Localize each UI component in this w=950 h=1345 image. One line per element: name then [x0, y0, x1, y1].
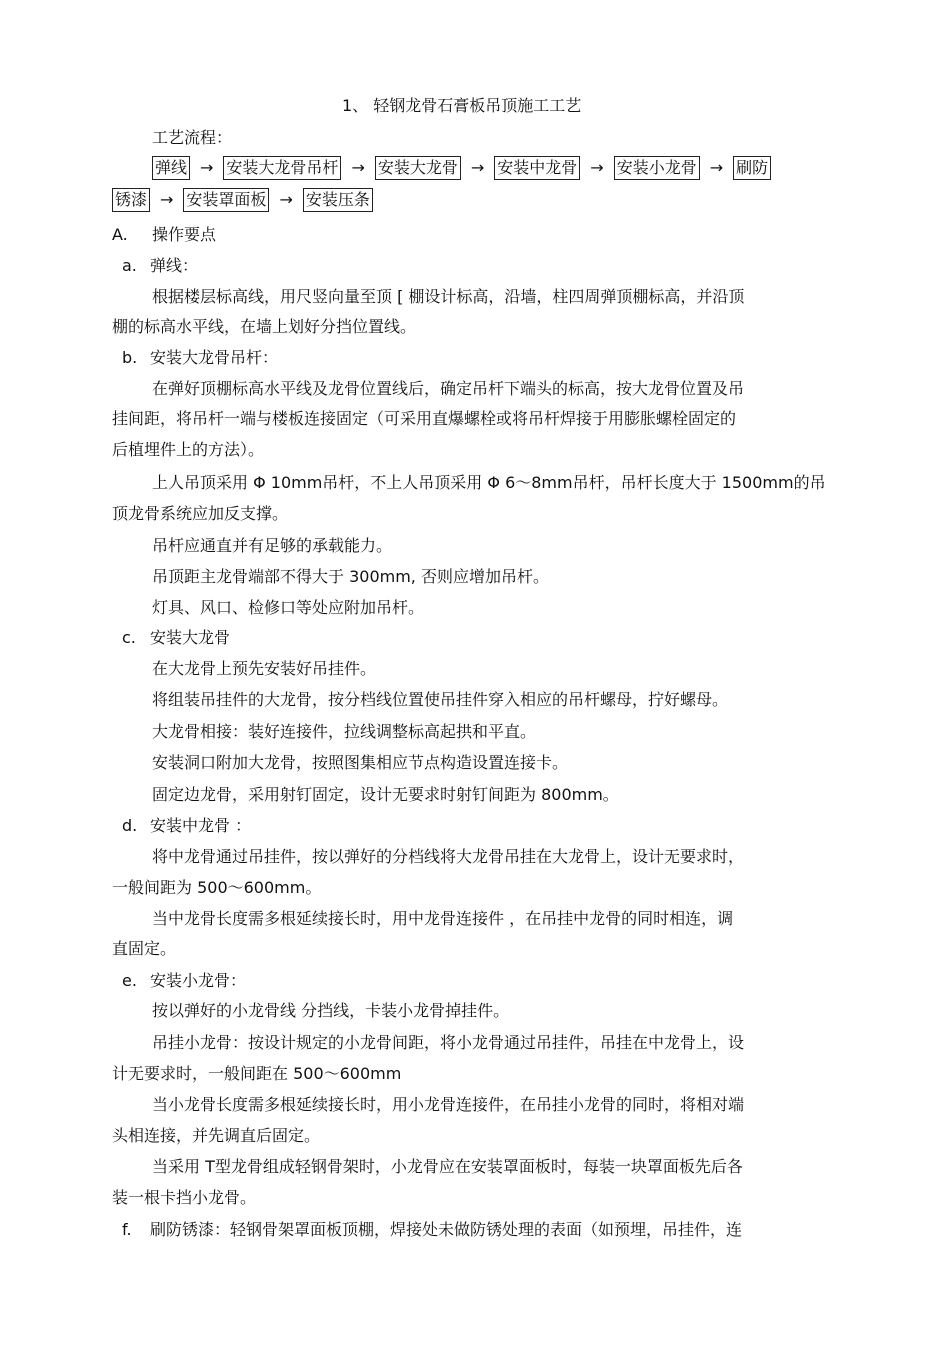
paragraph-line: 计无要求时，一般间距在 500～600mm: [112, 1064, 402, 1083]
item-marker: d.: [122, 816, 138, 835]
paragraph-line: 吊杆应通直并有足够的承载能力。: [152, 536, 393, 555]
paragraph-line: 头相连接，并先调直后固定。: [112, 1126, 321, 1145]
flow-label: 工艺流程：: [152, 128, 233, 147]
item-d-heading: [122, 815, 251, 837]
paragraph-line: 顶龙骨系统应加反支撑。: [112, 504, 289, 523]
paragraph-line: 根据楼层标高线，用尺竖向量至顶 [ 棚设计标高，沿墙，柱四周弹顶棚标高，并沿顶: [152, 287, 745, 306]
item-marker: c.: [122, 628, 136, 647]
flow-step-install-middle-keel: 安装中龙骨: [494, 156, 580, 180]
section-label: 操作要点: [152, 225, 217, 244]
paragraph-line: 棚的标高水平线，在墙上划好分挡位置线。: [112, 317, 417, 336]
item-b-heading: [122, 347, 278, 369]
arrow-icon: →: [470, 158, 485, 177]
paragraph-line: 上人吊顶采用 Φ 10mm吊杆，不上人吊顶采用 Φ 6～8mm吊杆，吊杆长度大于 1500mm的吊: [152, 473, 826, 492]
item-marker: b.: [122, 348, 138, 367]
paragraph-line: 装一根卡挡小龙骨。: [112, 1188, 257, 1207]
item-heading: 安装大龙骨: [150, 628, 231, 647]
flow-step-install-small-keel: 安装小龙骨: [614, 156, 700, 180]
paragraph-line: 吊顶距主龙骨端部不得大于 300mm, 否则应增加吊杆。: [152, 567, 549, 586]
paragraph-line: 固定边龙骨，采用射钉固定，设计无要求时射钉间距为 800mm。: [152, 785, 619, 804]
paragraph-line: 灯具、风口、检修口等处应附加吊杆。: [152, 598, 425, 617]
flow-step-tanxian: 弹线: [152, 156, 190, 180]
paragraph-line: 按以弹好的小龙骨线 分挡线，卡装小龙骨掉挂件。: [152, 1001, 510, 1020]
paragraph-line: 一般间距为 500～600mm。: [112, 878, 322, 897]
paragraph-line: 当小龙骨长度需多根延续接长时，用小龙骨连接件，在吊挂小龙骨的同时，将相对端: [152, 1095, 745, 1114]
item-e-heading: [122, 970, 246, 992]
paragraph-line: 在弹好顶棚标高水平线及龙骨位置线后，确定吊杆下端头的标高，按大龙骨位置及吊: [152, 379, 745, 398]
paragraph-line: 将中龙骨通过吊挂件，按以弹好的分档线将大龙骨吊挂在大龙骨上，设计无要求时，: [152, 847, 745, 866]
item-marker: f.: [122, 1220, 132, 1239]
paragraph-line: 大龙骨相接：装好连接件，拉线调整标高起拱和平直。: [152, 722, 537, 741]
item-heading: 安装小龙骨：: [150, 971, 247, 990]
arrow-icon: →: [200, 158, 214, 177]
item-heading: 弹线：: [150, 256, 199, 275]
flow-step-antirust-part2: 锈漆: [112, 188, 150, 212]
item-heading: 安装中龙骨 ：: [150, 816, 252, 835]
item-marker: e.: [122, 971, 137, 990]
flow-step-install-main-hanger: 安装大龙骨吊杆: [223, 156, 341, 180]
paragraph-line: 当中龙骨长度需多根延续接长时，用中龙骨连接件 ，在吊挂中龙骨的同时相连，调: [152, 909, 734, 928]
arrow-icon: →: [351, 158, 365, 177]
flow-step-install-strip: 安装压条: [303, 188, 373, 212]
section-a-heading: [112, 224, 216, 246]
flow-step-antirust-part1: 刷防: [733, 156, 771, 180]
arrow-icon: →: [160, 190, 174, 209]
item-marker: a.: [122, 256, 137, 275]
item-heading: 安装大龙骨吊杆：: [150, 348, 279, 367]
arrow-icon: →: [709, 158, 724, 177]
item-heading: 刷防锈漆：轻钢骨架罩面板顶棚，焊接处未做防锈处理的表面（如预埋，吊挂件，连: [150, 1220, 743, 1239]
paragraph-line: 直固定。: [112, 939, 177, 958]
paragraph-line: 安装洞口附加大龙骨，按照图集相应节点构造设置连接卡。: [152, 753, 569, 772]
flow-row-1: [152, 156, 771, 180]
item-f-heading: [122, 1219, 742, 1241]
page-title: 1、 轻钢龙骨石膏板吊顶施工工艺: [342, 96, 582, 115]
paragraph-line: 将组装吊挂件的大龙骨，按分档线位置使吊挂件穿入相应的吊杆螺母，拧好螺母。: [152, 690, 729, 709]
arrow-icon: →: [590, 158, 604, 177]
paragraph-line: 吊挂小龙骨：按设计规定的小龙骨间距，将小龙骨通过吊挂件，吊挂在中龙骨上，设: [152, 1033, 745, 1052]
paragraph-line: 当采用 T型龙骨组成轻钢骨架时，小龙骨应在安装罩面板时，每装一块罩面板先后各: [152, 1157, 743, 1176]
item-a-heading: [122, 255, 198, 277]
section-marker: A.: [112, 225, 128, 244]
paragraph-line: 在大龙骨上预先安装好吊挂件。: [152, 659, 377, 678]
item-c-heading: [122, 627, 230, 649]
flow-row-2: [112, 188, 373, 212]
arrow-icon: →: [279, 190, 293, 209]
paragraph-line: 后植埋件上的方法）。: [112, 440, 265, 459]
flow-step-install-panel: 安装罩面板: [183, 188, 269, 212]
flow-step-install-main-keel: 安装大龙骨: [375, 156, 461, 180]
paragraph-line: 挂间距，将吊杆一端与楼板连接固定（可采用直爆螺栓或将吊杆焊接于用膨胀螺栓固定的: [112, 409, 737, 428]
